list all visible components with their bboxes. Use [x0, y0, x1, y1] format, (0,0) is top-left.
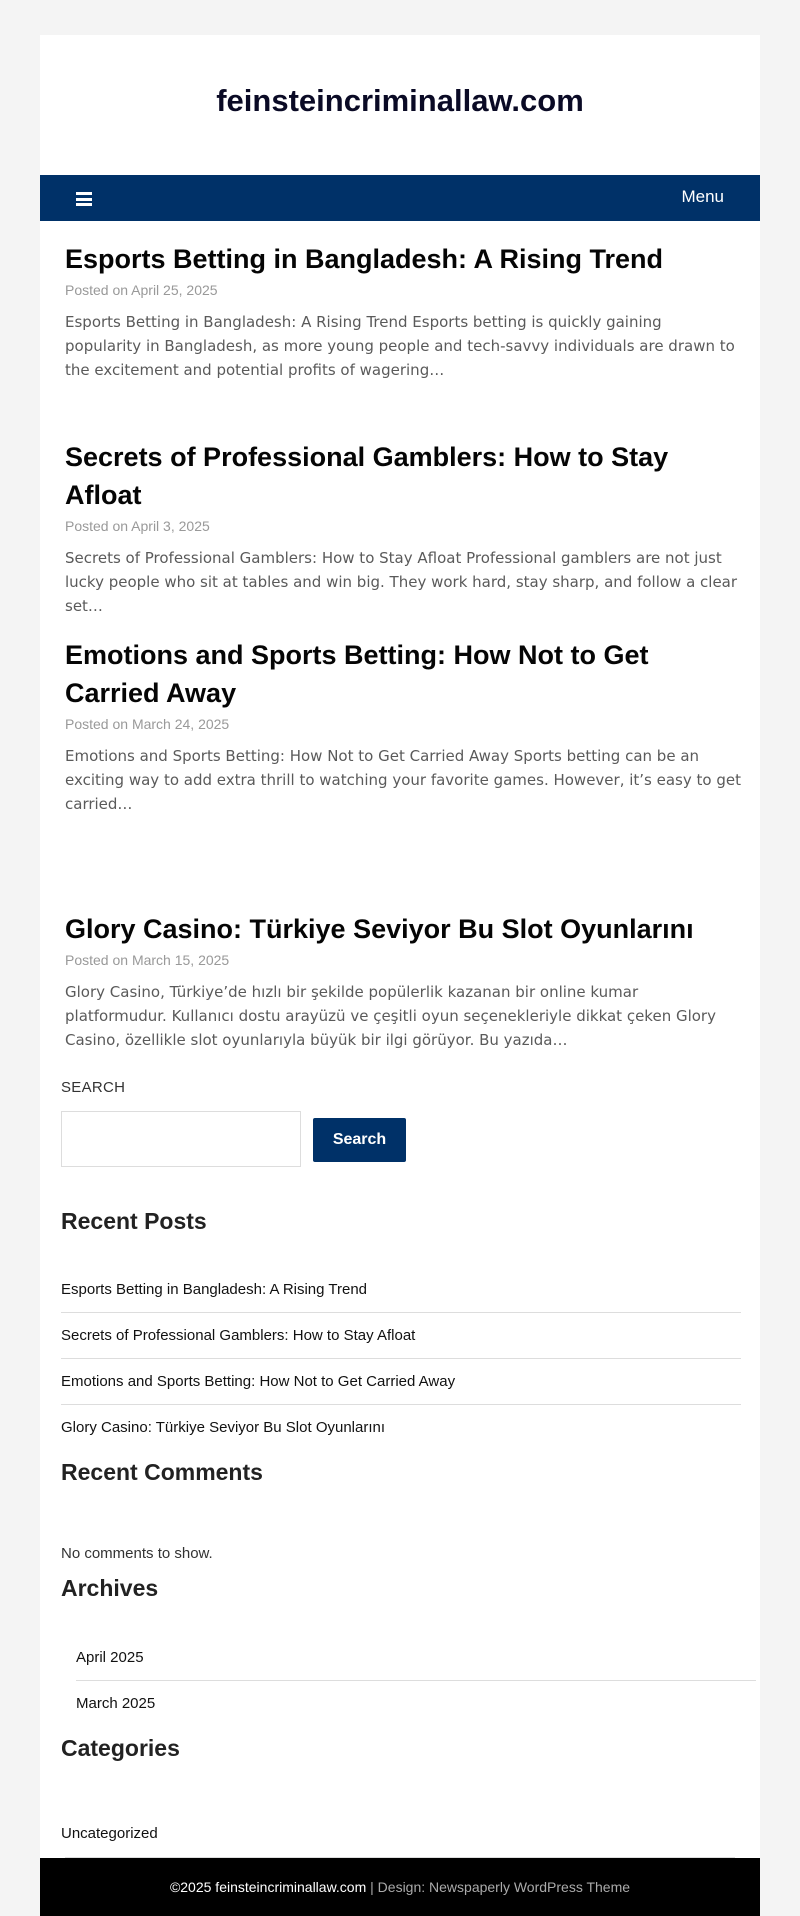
- recent-posts-title: Recent Posts: [61, 1208, 207, 1234]
- page-container: [40, 35, 760, 1916]
- menu-toggle-button[interactable]: Menu: [681, 187, 724, 206]
- site-footer: [40, 1858, 760, 1916]
- recent-posts-list: [61, 1267, 741, 1450]
- search-button[interactable]: Search: [313, 1118, 406, 1162]
- recent-post-link[interactable]: Glory Casino: Türkiye Seviyor Bu Slot Oyunlarını: [61, 1419, 386, 1436]
- no-comments-text: No comments to show.: [61, 1545, 213, 1562]
- post-article: [65, 240, 745, 382]
- post-article: [65, 438, 745, 618]
- recent-post-link[interactable]: Secrets of Professional Gamblers: How to Stay Afloat: [61, 1313, 741, 1359]
- post-excerpt: Glory Casino, Türkiye’de hızlı bir şekilde popülerlik kazanan bir online kumar platformudur. Kullanıcı dostu arayüzü ve çeşitli oyun seçenekleriyle dikkat çeken Glory Casino, özellikle slot oyunlarıyla büyük bir ilgi görüyor. Bu yazıda…: [65, 983, 716, 1049]
- archives-title: Archives: [61, 1575, 159, 1601]
- post-title[interactable]: Esports Betting in Bangladesh: A Rising Trend: [65, 244, 664, 274]
- archive-link[interactable]: April 2025: [76, 1635, 756, 1681]
- search-input[interactable]: [61, 1111, 301, 1167]
- hamburger-icon[interactable]: [76, 192, 92, 206]
- main-navigation: [40, 175, 760, 221]
- recent-post-link[interactable]: Esports Betting in Bangladesh: A Rising Trend: [61, 1267, 741, 1313]
- post-excerpt: Esports Betting in Bangladesh: A Rising Trend Esports betting is quickly gaining popularity in Bangladesh, as more young people and tech-savvy individuals are drawn to the excitement and potential profits of wagering…: [65, 313, 735, 379]
- category-link[interactable]: Uncategorized: [61, 1825, 158, 1842]
- post-article: [65, 636, 745, 816]
- search-widget-label: SEARCH: [61, 1079, 126, 1096]
- recent-comments-title: Recent Comments: [61, 1459, 263, 1485]
- footer-copyright[interactable]: ©2025 feinsteincriminallaw.com: [169, 1879, 367, 1895]
- site-title[interactable]: feinsteincriminallaw.com: [216, 83, 584, 118]
- post-title[interactable]: Emotions and Sports Betting: How Not to Get Carried Away: [65, 640, 649, 708]
- archives-list: [76, 1635, 756, 1726]
- post-date: Posted on March 15, 2025: [65, 952, 230, 968]
- categories-title: Categories: [61, 1735, 180, 1761]
- footer-credit[interactable]: | Design: Newspaperly WordPress Theme: [366, 1879, 631, 1895]
- post-article: [65, 910, 745, 1052]
- post-title[interactable]: Glory Casino: Türkiye Seviyor Bu Slot Oyunlarını: [65, 914, 694, 944]
- post-title[interactable]: Secrets of Professional Gamblers: How to Stay Afloat: [65, 442, 669, 510]
- post-excerpt: Emotions and Sports Betting: How Not to Get Carried Away Sports betting can be an exciting way to add extra thrill to watching your favorite games. However, it’s easy to get carried…: [65, 747, 741, 813]
- post-date: Posted on April 25, 2025: [65, 282, 218, 298]
- archive-link[interactable]: March 2025: [76, 1695, 156, 1712]
- post-date: Posted on March 24, 2025: [65, 716, 230, 732]
- post-excerpt: Secrets of Professional Gamblers: How to Stay Afloat Professional gamblers are not just lucky people who sit at tables and win big. They work hard, stay sharp, and follow a clear set…: [65, 549, 738, 615]
- post-date: Posted on April 3, 2025: [65, 518, 210, 534]
- recent-post-link[interactable]: Emotions and Sports Betting: How Not to Get Carried Away: [61, 1359, 741, 1405]
